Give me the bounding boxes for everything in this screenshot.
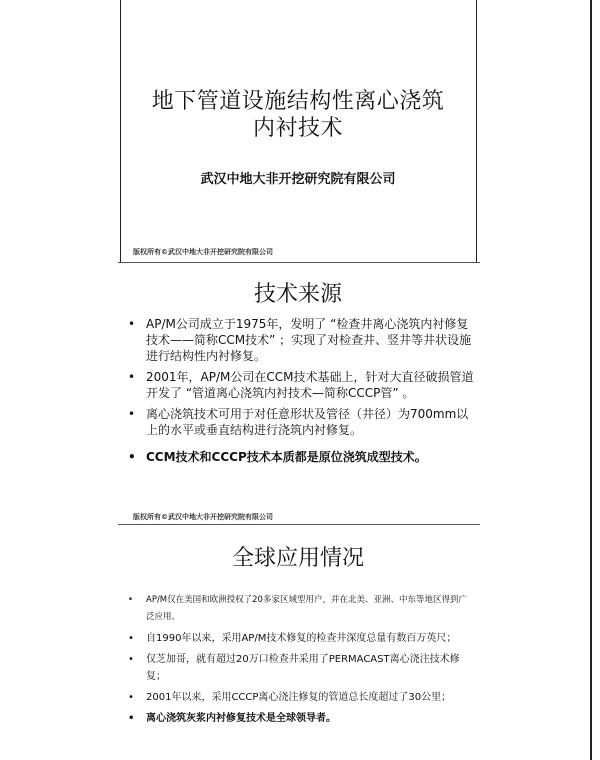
list-item — [122, 369, 474, 401]
slide-1-title-line-2: 内衬技术 — [252, 116, 343, 141]
bullet-text: 离心浇筑技术可用于对任意形状及管径（井径）为700mm以上的水平或垂直结构进行浇筑内衬修复。 — [146, 407, 469, 437]
list-item — [122, 630, 474, 647]
slide-1-copyright: 版权所有©武汉中地大非开挖研究院有限公司 — [133, 248, 273, 256]
slide-separator — [118, 524, 480, 525]
bullet-icon: • — [128, 595, 134, 605]
bullet-text: 离心浇筑灰浆内衬修复技术是全球领导者。 — [146, 713, 336, 724]
bullet-icon: • — [128, 654, 134, 665]
bullet-text: 2001年，AP/M公司在CCM技术基础上，针对大直径破损管道开发了 “管道离心浇筑内衬技术—简称CCCP管” 。 — [146, 370, 474, 400]
bullet-text: 仅芝加哥，就有超过20万口检查井采用了PERMACAST离心浇注技术修复； — [146, 654, 460, 682]
bullet-text: 自1990年以来，采用AP/M技术修复的检查井深度总量有数百万英尺； — [146, 633, 457, 644]
bullet-text: CCM技术和CCCP技术本质都是原位浇筑成型技术。 — [146, 450, 427, 464]
slide-2-copyright: 版权所有©武汉中地大非开挖研究院有限公司 — [133, 513, 273, 521]
bullet-text: AP/M仅在美国和欧洲授权了20多家区域型用户，并在北美、亚洲、中东等地区得到广泛应用。 — [146, 595, 467, 622]
list-item — [122, 592, 474, 626]
slide-2-bullet-list — [122, 316, 474, 465]
bullet-icon: • — [128, 713, 135, 724]
page-right-edge — [590, 0, 592, 760]
slide-frame-left-border — [120, 0, 121, 262]
slide-2 — [122, 282, 474, 470]
bullet-icon: • — [128, 692, 134, 703]
slide-3-bullet-list — [122, 592, 474, 727]
slide-3 — [122, 546, 474, 731]
bullet-icon: • — [128, 450, 136, 464]
bullet-icon: • — [128, 317, 136, 331]
slide-separator — [118, 262, 480, 263]
list-item — [122, 651, 474, 685]
slide-1 — [122, 88, 474, 187]
slide-frame-right-border — [476, 0, 477, 262]
bullet-icon: • — [128, 370, 136, 384]
bullet-text: AP/M公司成立于1975年，发明了 “检查井离心浇筑内衬修复技术——简称CCM技术” ；实现了对检查井、竖井等井状设施进行结构性内衬修复。 — [146, 317, 472, 363]
list-item — [122, 406, 474, 438]
slide-1-title-line-1: 地下管道设施结构性离心浇筑 — [151, 89, 445, 114]
list-item — [122, 316, 474, 364]
list-item — [122, 449, 474, 465]
list-item — [122, 710, 474, 727]
slide-2-title: 技术来源 — [253, 282, 342, 307]
bullet-text: 2001年以来，采用CCCP离心浇注修复的管道总长度超过了30公里； — [146, 692, 452, 703]
slide-1-title — [122, 88, 474, 142]
list-item — [122, 689, 474, 706]
bullet-icon: • — [128, 407, 136, 421]
bullet-icon: • — [128, 633, 134, 644]
slide-3-title: 全球应用情况 — [231, 546, 364, 571]
slide-1-organization: 武汉中地大非开挖研究院有限公司 — [200, 172, 396, 187]
